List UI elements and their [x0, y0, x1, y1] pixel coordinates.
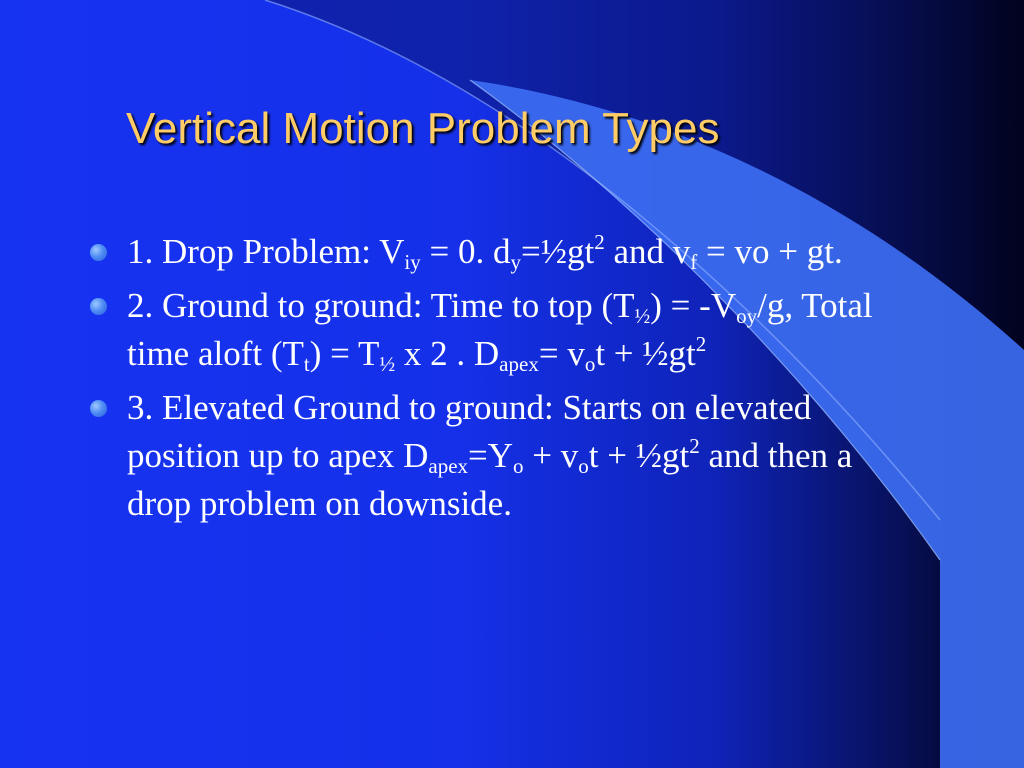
subscript: f — [690, 250, 698, 274]
text-run: /g, Total time aloft (T — [127, 286, 873, 373]
text-run: t + ½gt — [588, 436, 690, 475]
text-run: = vo + gt. — [697, 232, 843, 271]
text-run: =½gt — [521, 232, 595, 271]
bullet-list — [90, 228, 920, 534]
superscript: 2 — [594, 230, 605, 254]
text-run: 3. Elevated Ground to ground: Starts on elevated position up to apex D — [127, 388, 812, 475]
superscript: 2 — [689, 434, 700, 458]
subscript: o — [578, 454, 589, 478]
text-run: + v — [523, 436, 579, 475]
text-run: ) = T — [309, 334, 380, 373]
subscript: oy — [736, 304, 758, 328]
bullet-icon — [90, 244, 107, 261]
bullet-icon — [90, 298, 107, 315]
bullet-item-drop-problem — [90, 228, 920, 276]
subscript: y — [510, 250, 521, 274]
subscript: iy — [404, 250, 421, 274]
text-run: 1. Drop Problem: V — [127, 232, 405, 271]
subscript: o — [584, 352, 596, 376]
text-run: =Y — [468, 436, 514, 475]
text-run: = v — [538, 334, 585, 373]
subscript: apex — [499, 352, 539, 376]
bullet-item-elevated-ground — [90, 384, 920, 528]
superscript: 2 — [695, 332, 707, 356]
subscript: apex — [428, 454, 469, 478]
subscript: o — [513, 454, 524, 478]
subscript: ½ — [379, 352, 396, 376]
text-run: and v — [604, 232, 691, 271]
bullet-icon — [90, 400, 107, 417]
text-run: 2. Ground to ground: Time to top (T — [127, 286, 635, 325]
subscript: t — [303, 352, 310, 376]
slide-title: Vertical Motion Problem Types — [126, 104, 720, 153]
text-run: x 2 . D — [395, 334, 500, 373]
text-run: t + ½gt — [595, 334, 696, 373]
text-run: = 0. d — [420, 232, 511, 271]
text-run: and then a drop problem on downside. — [127, 436, 853, 523]
text-run: ) = -V — [650, 286, 737, 325]
subscript: ½ — [634, 304, 651, 328]
bullet-item-ground-to-ground — [90, 282, 920, 378]
